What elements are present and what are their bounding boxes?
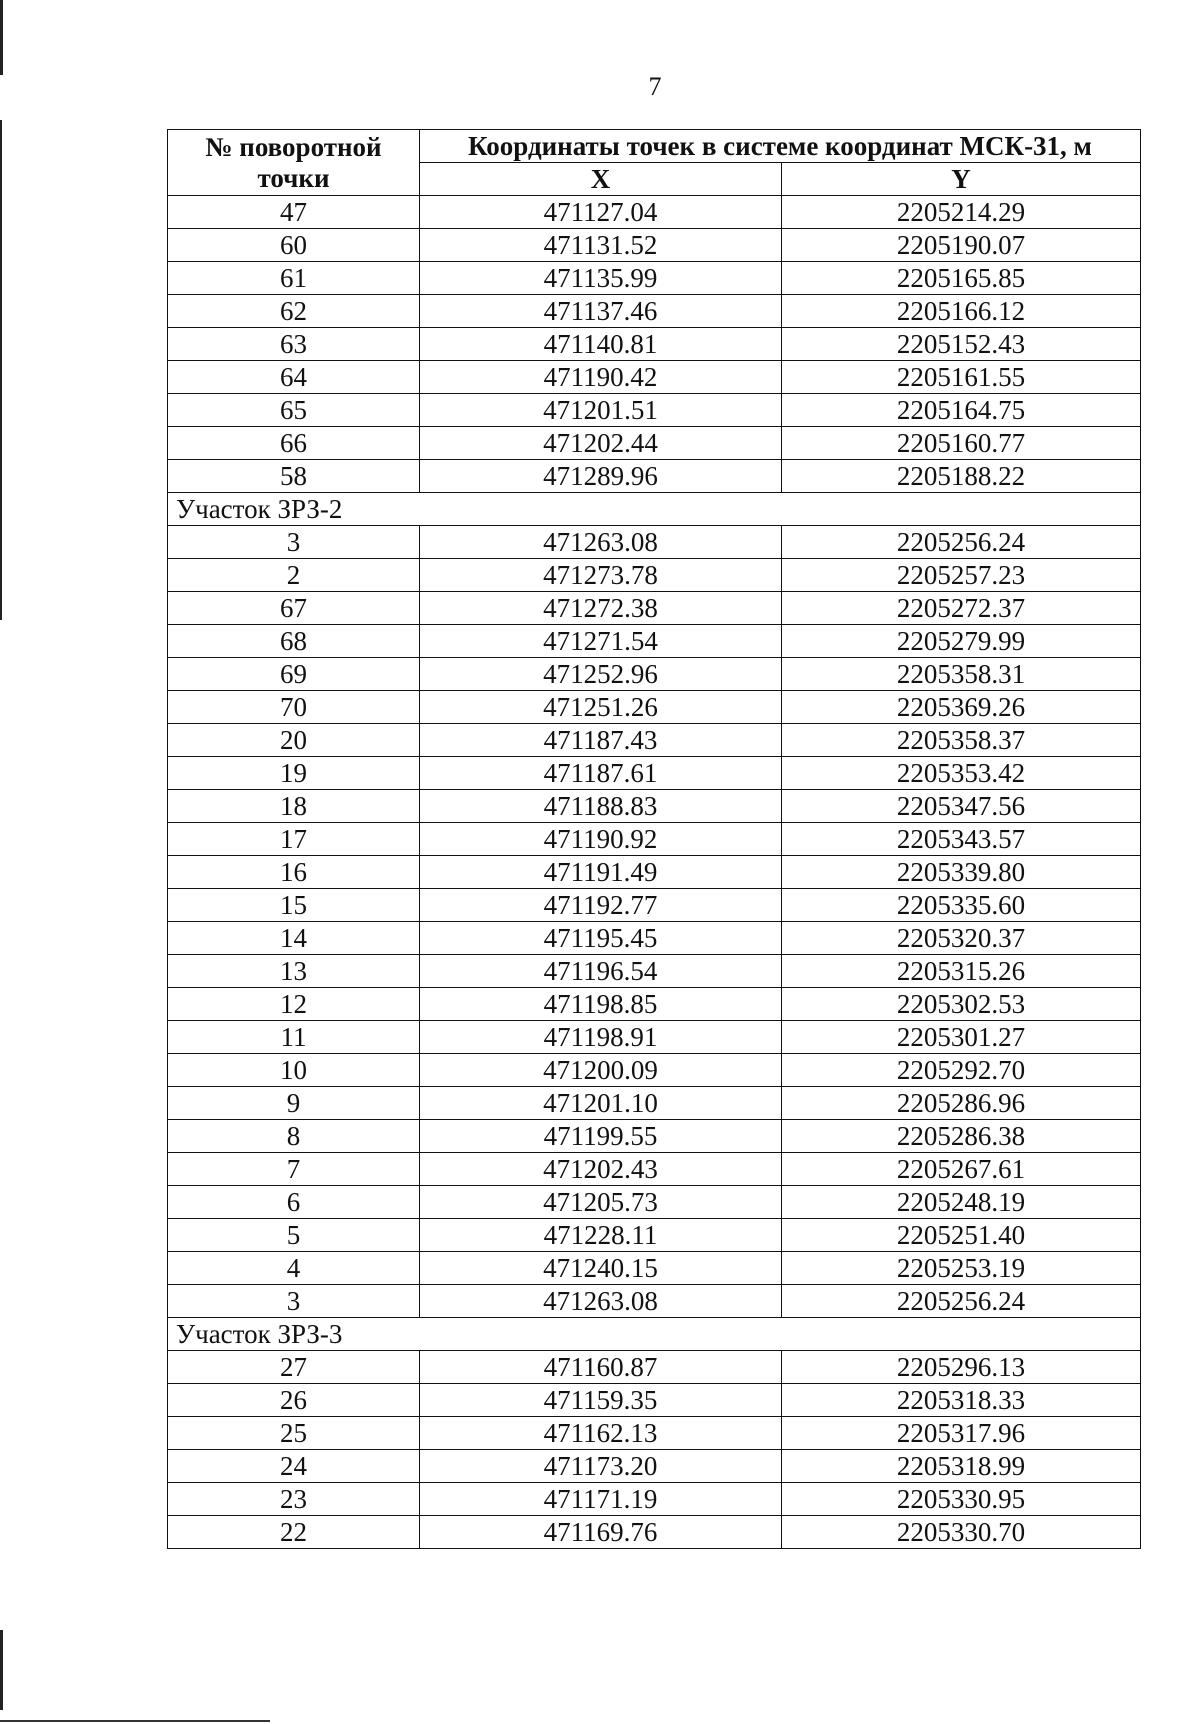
x-coordinate-cell: 471171.19 bbox=[420, 1483, 782, 1516]
section-title: Участок ЗРЗ-2 bbox=[168, 493, 1141, 526]
coordinates-table bbox=[167, 129, 1141, 1549]
y-coordinate-cell: 2205190.07 bbox=[782, 229, 1141, 262]
y-coordinate-cell: 2205248.19 bbox=[782, 1186, 1141, 1219]
y-coordinate-cell: 2205257.23 bbox=[782, 559, 1141, 592]
y-coordinate-cell: 2205335.60 bbox=[782, 889, 1141, 922]
point-number-cell: 19 bbox=[168, 757, 420, 790]
x-coordinate-cell: 471202.43 bbox=[420, 1153, 782, 1186]
table-row bbox=[168, 889, 1141, 922]
point-number-cell: 60 bbox=[168, 229, 420, 262]
table-row bbox=[168, 328, 1141, 361]
x-coordinate-cell: 471187.43 bbox=[420, 724, 782, 757]
y-coordinate-cell: 2205339.80 bbox=[782, 856, 1141, 889]
section-row bbox=[168, 1318, 1141, 1351]
x-coordinate-cell: 471131.52 bbox=[420, 229, 782, 262]
y-coordinate-cell: 2205160.77 bbox=[782, 427, 1141, 460]
point-number-cell: 17 bbox=[168, 823, 420, 856]
x-coordinate-cell: 471140.81 bbox=[420, 328, 782, 361]
point-number-cell: 5 bbox=[168, 1219, 420, 1252]
table-row bbox=[168, 790, 1141, 823]
point-number-cell: 58 bbox=[168, 460, 420, 493]
table-row bbox=[168, 1021, 1141, 1054]
point-number-cell: 6 bbox=[168, 1186, 420, 1219]
scan-edge-mark bbox=[0, 1630, 3, 1710]
table-row bbox=[168, 526, 1141, 559]
point-number-cell: 4 bbox=[168, 1252, 420, 1285]
x-coordinate-cell: 471137.46 bbox=[420, 295, 782, 328]
point-number-cell: 14 bbox=[168, 922, 420, 955]
x-coordinate-cell: 471272.38 bbox=[420, 592, 782, 625]
table-row bbox=[168, 1087, 1141, 1120]
point-number-cell: 26 bbox=[168, 1384, 420, 1417]
x-coordinate-cell: 471169.76 bbox=[420, 1516, 782, 1549]
x-coordinate-cell: 471251.26 bbox=[420, 691, 782, 724]
x-coordinate-cell: 471127.04 bbox=[420, 196, 782, 229]
scan-edge-mark bbox=[0, 120, 2, 620]
y-coordinate-cell: 2205292.70 bbox=[782, 1054, 1141, 1087]
x-coordinate-cell: 471201.10 bbox=[420, 1087, 782, 1120]
x-coordinate-cell: 471199.55 bbox=[420, 1120, 782, 1153]
point-number-cell: 20 bbox=[168, 724, 420, 757]
x-coordinate-cell: 471271.54 bbox=[420, 625, 782, 658]
y-coordinate-cell: 2205165.85 bbox=[782, 262, 1141, 295]
y-coordinate-cell: 2205256.24 bbox=[782, 526, 1141, 559]
x-coordinate-cell: 471228.11 bbox=[420, 1219, 782, 1252]
y-coordinate-cell: 2205253.19 bbox=[782, 1252, 1141, 1285]
scan-edge-mark bbox=[0, 1720, 270, 1722]
x-coordinate-cell: 471273.78 bbox=[420, 559, 782, 592]
point-number-cell: 13 bbox=[168, 955, 420, 988]
table-row bbox=[168, 1186, 1141, 1219]
y-coordinate-cell: 2205330.95 bbox=[782, 1483, 1141, 1516]
table-row bbox=[168, 1483, 1141, 1516]
y-header: Y bbox=[782, 163, 1141, 196]
point-number-cell: 65 bbox=[168, 394, 420, 427]
point-number-cell: 7 bbox=[168, 1153, 420, 1186]
x-coordinate-cell: 471252.96 bbox=[420, 658, 782, 691]
y-coordinate-cell: 2205152.43 bbox=[782, 328, 1141, 361]
point-number-cell: 11 bbox=[168, 1021, 420, 1054]
table-row bbox=[168, 1417, 1141, 1450]
section-row bbox=[168, 493, 1141, 526]
point-number-cell: 8 bbox=[168, 1120, 420, 1153]
y-coordinate-cell: 2205251.40 bbox=[782, 1219, 1141, 1252]
table-row bbox=[168, 229, 1141, 262]
table-row bbox=[168, 1351, 1141, 1384]
x-coordinate-cell: 471190.92 bbox=[420, 823, 782, 856]
table-row bbox=[168, 1516, 1141, 1549]
table-row bbox=[168, 460, 1141, 493]
point-number-cell: 15 bbox=[168, 889, 420, 922]
y-coordinate-cell: 2205347.56 bbox=[782, 790, 1141, 823]
table-header bbox=[168, 130, 1141, 196]
page-number: 7 bbox=[648, 72, 662, 101]
x-coordinate-cell: 471196.54 bbox=[420, 955, 782, 988]
y-coordinate-cell: 2205267.61 bbox=[782, 1153, 1141, 1186]
table-row bbox=[168, 295, 1141, 328]
y-coordinate-cell: 2205214.29 bbox=[782, 196, 1141, 229]
point-number-cell: 10 bbox=[168, 1054, 420, 1087]
y-coordinate-cell: 2205302.53 bbox=[782, 988, 1141, 1021]
y-coordinate-cell: 2205286.38 bbox=[782, 1120, 1141, 1153]
point-number-cell: 12 bbox=[168, 988, 420, 1021]
y-coordinate-cell: 2205301.27 bbox=[782, 1021, 1141, 1054]
x-coordinate-cell: 471263.08 bbox=[420, 526, 782, 559]
x-coordinate-cell: 471191.49 bbox=[420, 856, 782, 889]
point-number-cell: 9 bbox=[168, 1087, 420, 1120]
point-number-cell: 63 bbox=[168, 328, 420, 361]
x-coordinate-cell: 471201.51 bbox=[420, 394, 782, 427]
point-number-cell: 69 bbox=[168, 658, 420, 691]
table-row bbox=[168, 988, 1141, 1021]
y-coordinate-cell: 2205330.70 bbox=[782, 1516, 1141, 1549]
table-row bbox=[168, 361, 1141, 394]
x-coordinate-cell: 471240.15 bbox=[420, 1252, 782, 1285]
table-row bbox=[168, 262, 1141, 295]
y-coordinate-cell: 2205317.96 bbox=[782, 1417, 1141, 1450]
table-row bbox=[168, 559, 1141, 592]
table-row bbox=[168, 1384, 1141, 1417]
table-row bbox=[168, 196, 1141, 229]
y-coordinate-cell: 2205358.37 bbox=[782, 724, 1141, 757]
section-title: Участок ЗРЗ-3 bbox=[168, 1318, 1141, 1351]
point-number-cell: 16 bbox=[168, 856, 420, 889]
x-coordinate-cell: 471198.85 bbox=[420, 988, 782, 1021]
point-number-cell: 18 bbox=[168, 790, 420, 823]
y-coordinate-cell: 2205272.37 bbox=[782, 592, 1141, 625]
table-row bbox=[168, 955, 1141, 988]
y-coordinate-cell: 2205318.99 bbox=[782, 1450, 1141, 1483]
x-coordinate-cell: 471188.83 bbox=[420, 790, 782, 823]
x-coordinate-cell: 471263.08 bbox=[420, 1285, 782, 1318]
point-number-cell: 67 bbox=[168, 592, 420, 625]
point-number-cell: 23 bbox=[168, 1483, 420, 1516]
point-number-cell: 61 bbox=[168, 262, 420, 295]
point-number-cell: 68 bbox=[168, 625, 420, 658]
point-number-cell: 62 bbox=[168, 295, 420, 328]
table-row bbox=[168, 1054, 1141, 1087]
table-row bbox=[168, 1153, 1141, 1186]
y-coordinate-cell: 2205353.42 bbox=[782, 757, 1141, 790]
table-row bbox=[168, 922, 1141, 955]
point-number-cell: 47 bbox=[168, 196, 420, 229]
y-coordinate-cell: 2205296.13 bbox=[782, 1351, 1141, 1384]
table-row bbox=[168, 724, 1141, 757]
x-coordinate-cell: 471289.96 bbox=[420, 460, 782, 493]
x-coordinate-cell: 471190.42 bbox=[420, 361, 782, 394]
x-coordinate-cell: 471198.91 bbox=[420, 1021, 782, 1054]
x-coordinate-cell: 471195.45 bbox=[420, 922, 782, 955]
point-number-cell: 3 bbox=[168, 526, 420, 559]
x-coordinate-cell: 471162.13 bbox=[420, 1417, 782, 1450]
table-row bbox=[168, 1252, 1141, 1285]
x-coordinate-cell: 471202.44 bbox=[420, 427, 782, 460]
x-header: X bbox=[420, 163, 782, 196]
table-row bbox=[168, 1219, 1141, 1252]
coordinates-header: Координаты точек в системе координат МСК-31, м bbox=[420, 130, 1141, 163]
table-row bbox=[168, 427, 1141, 460]
point-number-cell: 70 bbox=[168, 691, 420, 724]
table-row bbox=[168, 1450, 1141, 1483]
table-body bbox=[168, 196, 1141, 1549]
y-coordinate-cell: 2205369.26 bbox=[782, 691, 1141, 724]
table-row bbox=[168, 625, 1141, 658]
x-coordinate-cell: 471187.61 bbox=[420, 757, 782, 790]
table-row bbox=[168, 823, 1141, 856]
table-row bbox=[168, 394, 1141, 427]
table-row bbox=[168, 1120, 1141, 1153]
y-coordinate-cell: 2205256.24 bbox=[782, 1285, 1141, 1318]
y-coordinate-cell: 2205166.12 bbox=[782, 295, 1141, 328]
point-number-cell: 22 bbox=[168, 1516, 420, 1549]
x-coordinate-cell: 471135.99 bbox=[420, 262, 782, 295]
scan-edge-mark bbox=[0, 0, 3, 75]
table-row bbox=[168, 691, 1141, 724]
x-coordinate-cell: 471192.77 bbox=[420, 889, 782, 922]
y-coordinate-cell: 2205358.31 bbox=[782, 658, 1141, 691]
x-coordinate-cell: 471160.87 bbox=[420, 1351, 782, 1384]
y-coordinate-cell: 2205318.33 bbox=[782, 1384, 1141, 1417]
point-number-cell: 24 bbox=[168, 1450, 420, 1483]
y-coordinate-cell: 2205315.26 bbox=[782, 955, 1141, 988]
x-coordinate-cell: 471159.35 bbox=[420, 1384, 782, 1417]
table-row bbox=[168, 1285, 1141, 1318]
y-coordinate-cell: 2205164.75 bbox=[782, 394, 1141, 427]
table-row bbox=[168, 856, 1141, 889]
point-number-cell: 66 bbox=[168, 427, 420, 460]
table-row bbox=[168, 757, 1141, 790]
x-coordinate-cell: 471173.20 bbox=[420, 1450, 782, 1483]
point-number-cell: 64 bbox=[168, 361, 420, 394]
point-number-header: № поворотной точки bbox=[168, 130, 420, 196]
point-number-cell: 3 bbox=[168, 1285, 420, 1318]
y-coordinate-cell: 2205320.37 bbox=[782, 922, 1141, 955]
y-coordinate-cell: 2205188.22 bbox=[782, 460, 1141, 493]
y-coordinate-cell: 2205279.99 bbox=[782, 625, 1141, 658]
table-row bbox=[168, 658, 1141, 691]
point-number-cell: 25 bbox=[168, 1417, 420, 1450]
point-number-cell: 2 bbox=[168, 559, 420, 592]
point-number-cell: 27 bbox=[168, 1351, 420, 1384]
x-coordinate-cell: 471205.73 bbox=[420, 1186, 782, 1219]
y-coordinate-cell: 2205343.57 bbox=[782, 823, 1141, 856]
y-coordinate-cell: 2205161.55 bbox=[782, 361, 1141, 394]
table-row bbox=[168, 592, 1141, 625]
x-coordinate-cell: 471200.09 bbox=[420, 1054, 782, 1087]
y-coordinate-cell: 2205286.96 bbox=[782, 1087, 1141, 1120]
